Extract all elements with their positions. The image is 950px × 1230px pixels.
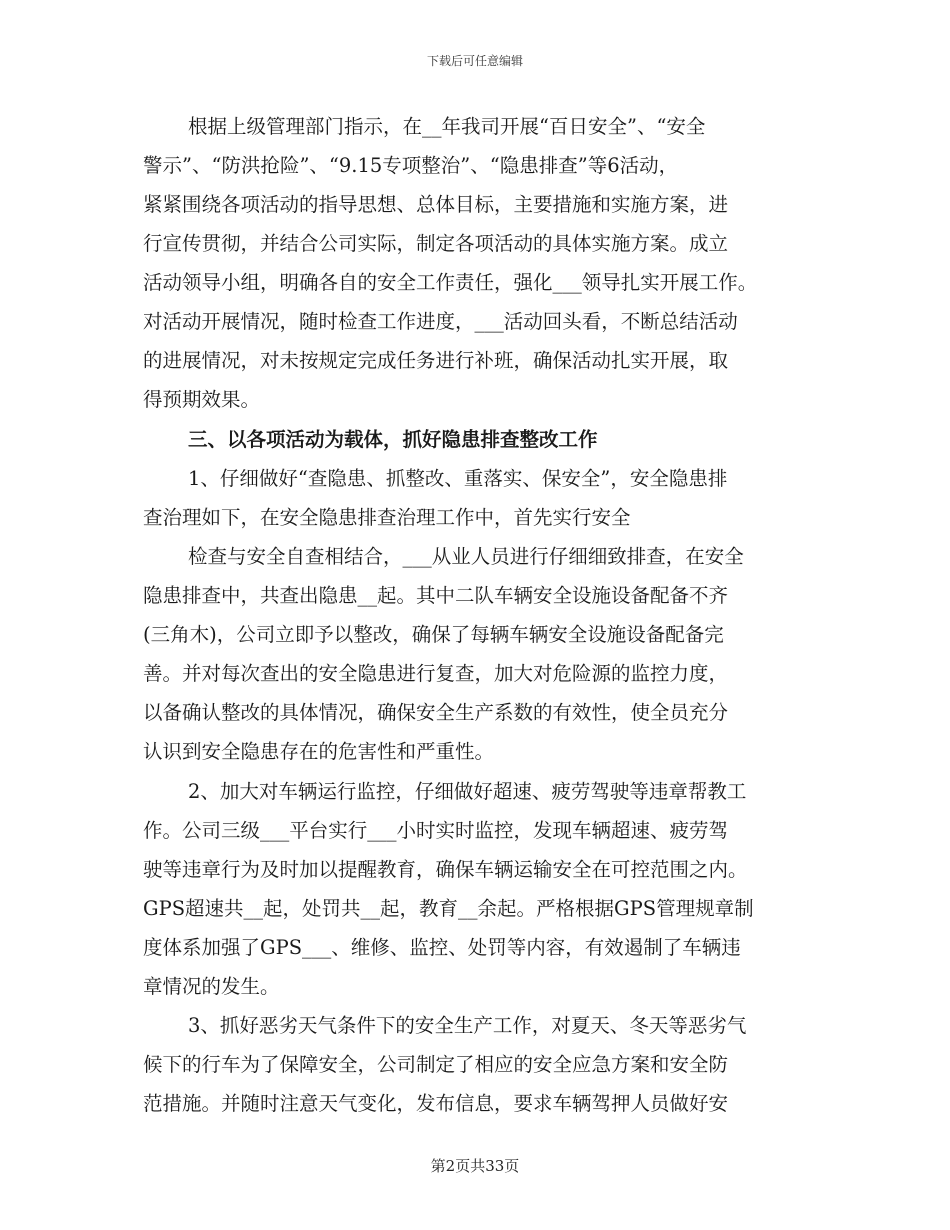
body-line: 警示”、“防洪抢险”、“9.15专项整治”、“隐患排查”等6活动， [143,154,679,177]
body-line: 3、抓好恶劣天气条件下的安全生产工作，对夏天、冬天等恶劣气 [188,1014,747,1037]
page-header: 下载后可任意编辑 [426,54,523,68]
body-line: 章情况的发生。 [143,975,280,998]
body-line: (三角木)，公司立即予以整改，确保了每辆车辆安全设施设备配备完 [143,623,724,646]
body-line: 行宣传贯彻，并结合公司实际，制定各项活动的具体实施方案。成立 [143,232,729,255]
body-line: 2、加大对车辆运行监控，仔细做好超速、疲劳驾驶等违章帮教工 [188,780,747,803]
body-line: 以备确认整改的具体情况，确保安全生产系数的有效性，使全员充分 [143,701,729,724]
page-footer: 第2页共33页 [430,1157,520,1175]
body-line: 候下的行车为了保障安全，公司制定了相应的安全应急方案和安全防 [143,1053,729,1076]
body-line: 根据上级管理部门指示，在__年我司开展“百日安全”、“安全 [188,115,706,138]
body-line: 得预期效果。 [143,388,261,411]
body-line: 作。公司三级___平台实行___小时实时监控，发现车辆超速、疲劳驾 [143,819,729,842]
body-line: 驶等违章行为及时加以提醒教育，确保车辆运输安全在可控范围之内。 [143,858,748,881]
body-line: 对活动开展情况，随时检查工作进度，___活动回头看，不断总结活动 [143,310,738,333]
body-line: 度体系加强了GPS___、维修、监控、处罚等内容，有效遏制了车辆违 [143,936,741,959]
body-line: 隐患排查中，共查出隐患__起。其中二队车辆安全设施设备配备不齐 [143,584,729,607]
section-heading: 三、以各项活动为载体，抓好隐患排查整改工作 [188,428,598,451]
body-line: 活动领导小组，明确各自的安全工作责任，强化___领导扎实开展工作。 [143,271,758,294]
body-line: 1、仔细做好“查隐患、抓整改、重落实、保安全”，安全隐患排 [188,467,728,490]
body-line: 检查与安全自查相结合，___从业人员进行仔细细致排查，在安全 [188,545,744,568]
body-line: GPS超速共__起，处罚共__起，教育__余起。严格根据GPS管理规章制 [143,897,754,920]
body-line: 善。并对每次查出的安全隐患进行复查，加大对危险源的监控力度， [143,662,729,685]
body-line: 范措施。并随时注意天气变化，发布信息，要求车辆驾押人员做好安 [143,1092,729,1115]
body-line: 的进展情况，对未按规定完成任务进行补班，确保活动扎实开展，取 [143,349,729,372]
body-line: 认识到安全隐患存在的危害性和严重性。 [143,740,495,763]
body-line: 紧紧围绕各项活动的指导思想、总体目标，主要措施和实施方案，进 [143,193,729,216]
body-line: 查治理如下，在安全隐患排查治理工作中，首先实行安全 [143,506,631,529]
